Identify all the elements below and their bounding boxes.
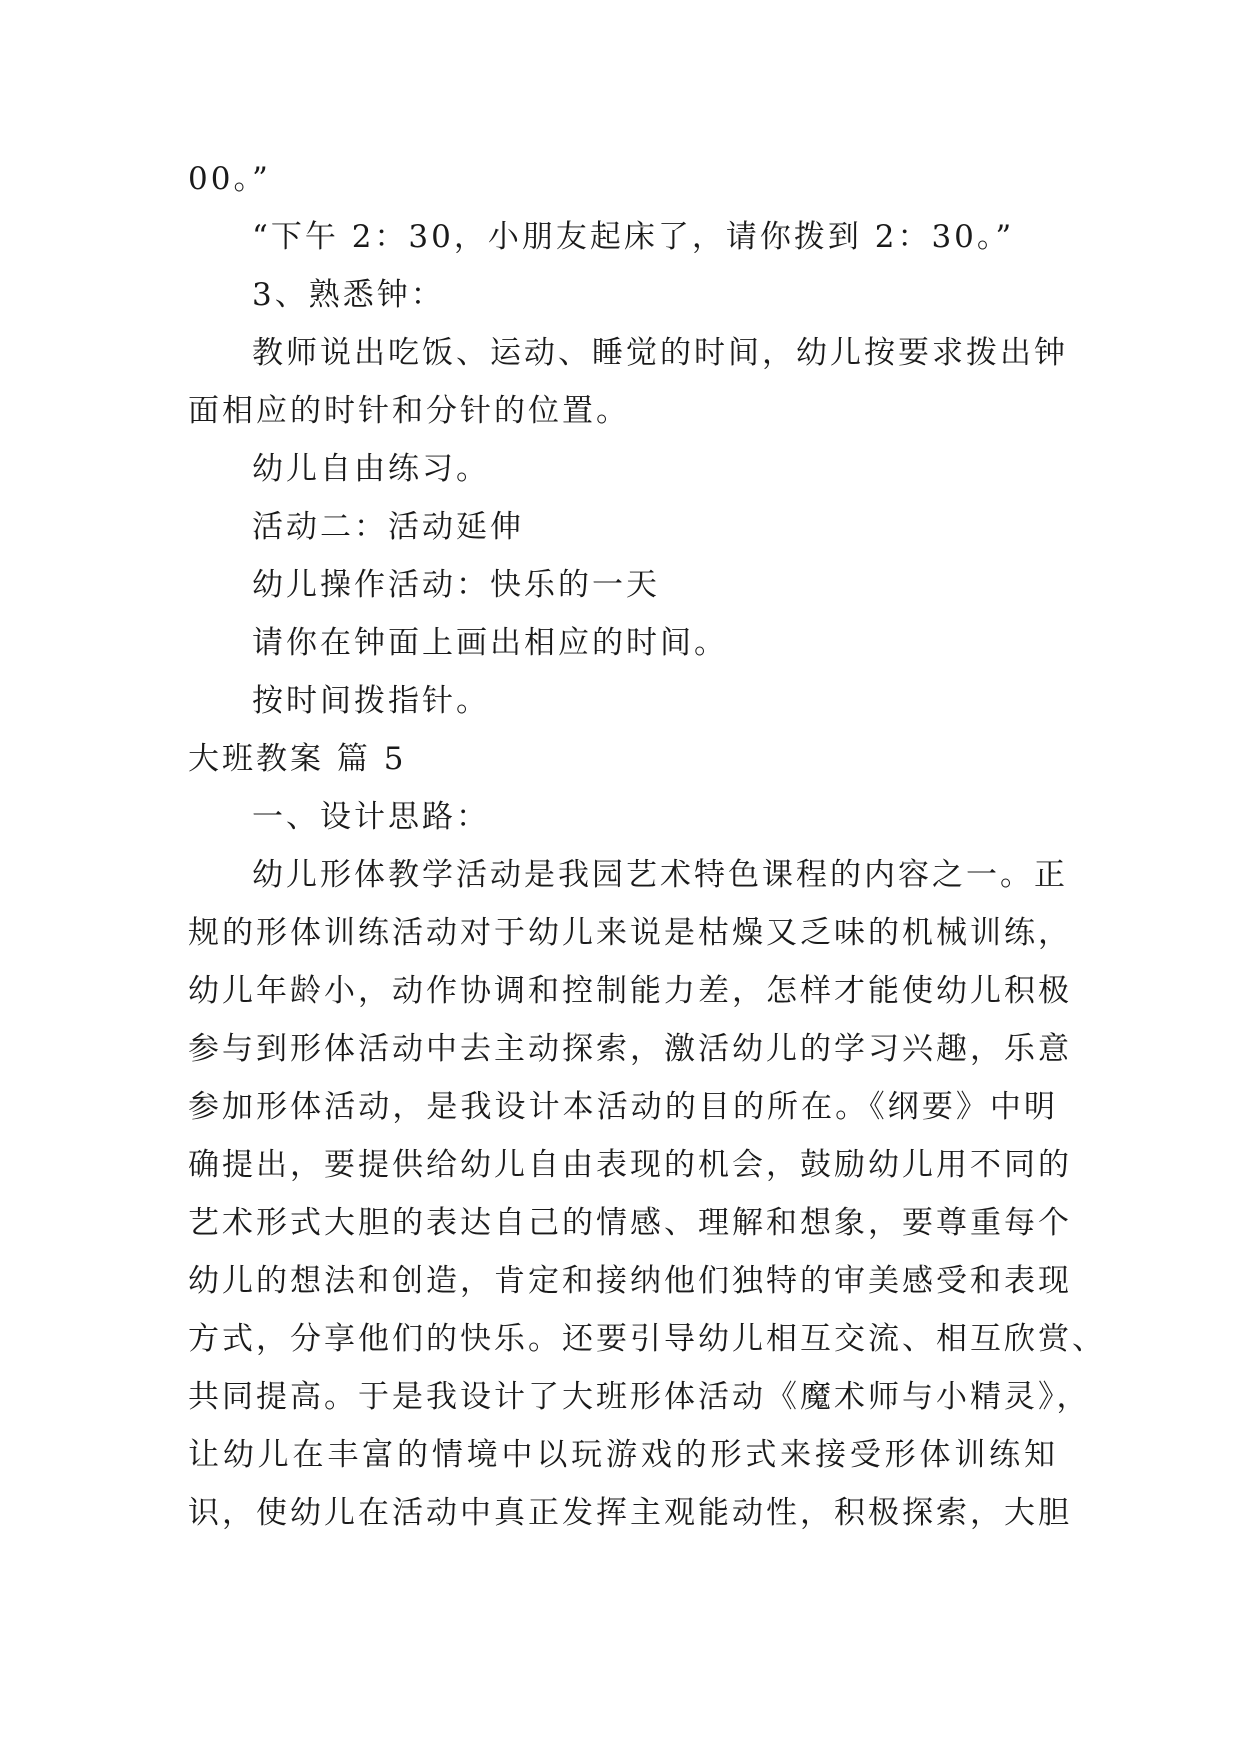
text-line: 3、熟悉钟： (252, 277, 445, 313)
paragraph-line: 幼儿年龄小，动作协调和控制能力差，怎样才能使幼儿积极 (188, 973, 1072, 1009)
text-line: 请你在钟面上画出相应的时间。 (252, 625, 728, 661)
paragraph-line: 规的形体训练活动对于幼儿来说是枯燥又乏味的机械训练， (188, 915, 1072, 951)
paragraph-line: 确提出，要提供给幼儿自由表现的机会，鼓励幼儿用不同的 (188, 1147, 1072, 1183)
paragraph-line: 识，使幼儿在活动中真正发挥主观能动性，积极探索，大胆 (188, 1495, 1072, 1531)
text-line: “下午 2：30，小朋友起床了，请你拨到 2：30。” (252, 219, 1015, 255)
paragraph-line: 让幼儿在丰富的情境中以玩游戏的形式来接受形体训练知 (188, 1437, 1058, 1473)
paragraph-line: 面相应的时针和分针的位置。 (188, 393, 630, 429)
document-page (188, 150, 1106, 1542)
text-line: 幼儿操作活动：快乐的一天 (252, 567, 660, 603)
paragraph-line: 幼儿的想法和创造，肯定和接纳他们独特的审美感受和表现 (188, 1263, 1072, 1299)
paragraph-line: 参与到形体活动中去主动探索，激活幼儿的学习兴趣，乐意 (188, 1031, 1072, 1067)
text-line: 按时间拨指针。 (252, 683, 490, 719)
text-line: 00。” (188, 161, 271, 197)
text-line: 活动二：活动延伸 (252, 509, 524, 545)
section-heading: 大班教案 篇 5 (188, 741, 407, 777)
text-line: 幼儿自由练习。 (252, 451, 490, 487)
paragraph-line: 参加形体活动，是我设计本活动的目的所在。《纲要》中明 (188, 1089, 1058, 1125)
subheading: 一、设计思路： (252, 799, 490, 835)
paragraph-line: 方式，分享他们的快乐。还要引导幼儿相互交流、相互欣赏、 (188, 1321, 1106, 1357)
paragraph-line: 艺术形式大胆的表达自己的情感、理解和想象，要尊重每个 (188, 1205, 1072, 1241)
paragraph-line: 教师说出吃饭、运动、睡觉的时间，幼儿按要求拨出钟 (252, 335, 1068, 371)
paragraph-line: 共同提高。于是我设计了大班形体活动《魔术师与小精灵》， (188, 1379, 1091, 1415)
paragraph-teacher (188, 324, 1068, 440)
paragraph-design (188, 846, 1106, 1542)
paragraph-line: 幼儿形体教学活动是我园艺术特色课程的内容之一。正 (252, 857, 1068, 893)
